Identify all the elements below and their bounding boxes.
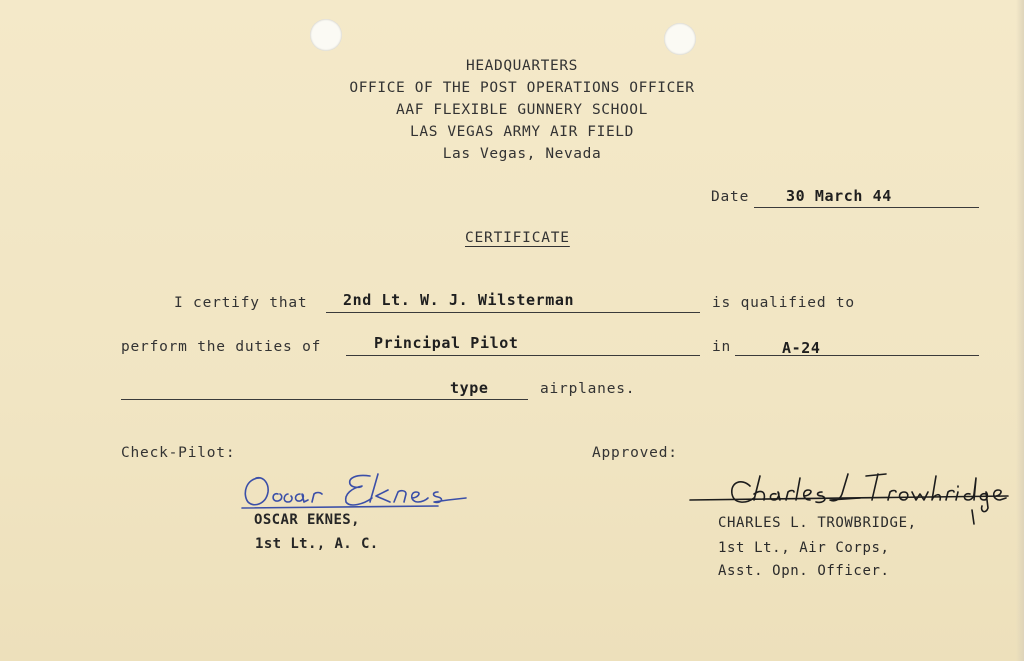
type-line (121, 399, 528, 400)
approver-title: Asst. Opn. Officer. (718, 563, 890, 579)
header-school: AAF FLEXIBLE GUNNERY SCHOOL (396, 102, 648, 118)
header-airfield: LAS VEGAS ARMY AIR FIELD (410, 124, 634, 140)
aircraft-value: A-24 (782, 339, 821, 357)
check-pilot-signature (238, 464, 478, 514)
duties-prefix: perform the duties of (121, 339, 322, 355)
date-label: Date (711, 189, 750, 205)
punch-hole-right (664, 23, 696, 55)
date-value: 30 March 44 (786, 187, 892, 205)
person-name: 2nd Lt. W. J. Wilsterman (343, 291, 575, 309)
certify-prefix: I certify that (174, 295, 308, 311)
duty-value: Principal Pilot (374, 334, 519, 352)
check-pilot-name: OSCAR EKNES, (254, 512, 360, 528)
date-line (754, 207, 979, 208)
header-city: Las Vegas, Nevada (442, 146, 602, 162)
in-text: in (712, 339, 732, 355)
type-value: type (450, 379, 489, 397)
approver-signature (690, 466, 1010, 516)
check-pilot-label: Check-Pilot: (121, 445, 236, 461)
approved-label: Approved: (592, 445, 678, 461)
header-headquarters: HEADQUARTERS (466, 58, 578, 74)
duty-line (346, 355, 700, 356)
paper-edge (1016, 0, 1024, 661)
qualified-text: is qualified to (712, 295, 855, 311)
header-office: OFFICE OF THE POST OPERATIONS OFFICER (349, 80, 695, 96)
punch-hole-left (310, 19, 342, 51)
aircraft-line (735, 355, 979, 356)
approver-name: CHARLES L. TROWBRIDGE, (718, 515, 917, 531)
approver-rank: 1st Lt., Air Corps, (718, 540, 890, 556)
certificate-title: CERTIFICATE (465, 230, 570, 246)
person-line (326, 312, 700, 313)
airplanes-text: airplanes. (540, 381, 636, 397)
check-pilot-rank: 1st Lt., A. C. (255, 536, 379, 552)
